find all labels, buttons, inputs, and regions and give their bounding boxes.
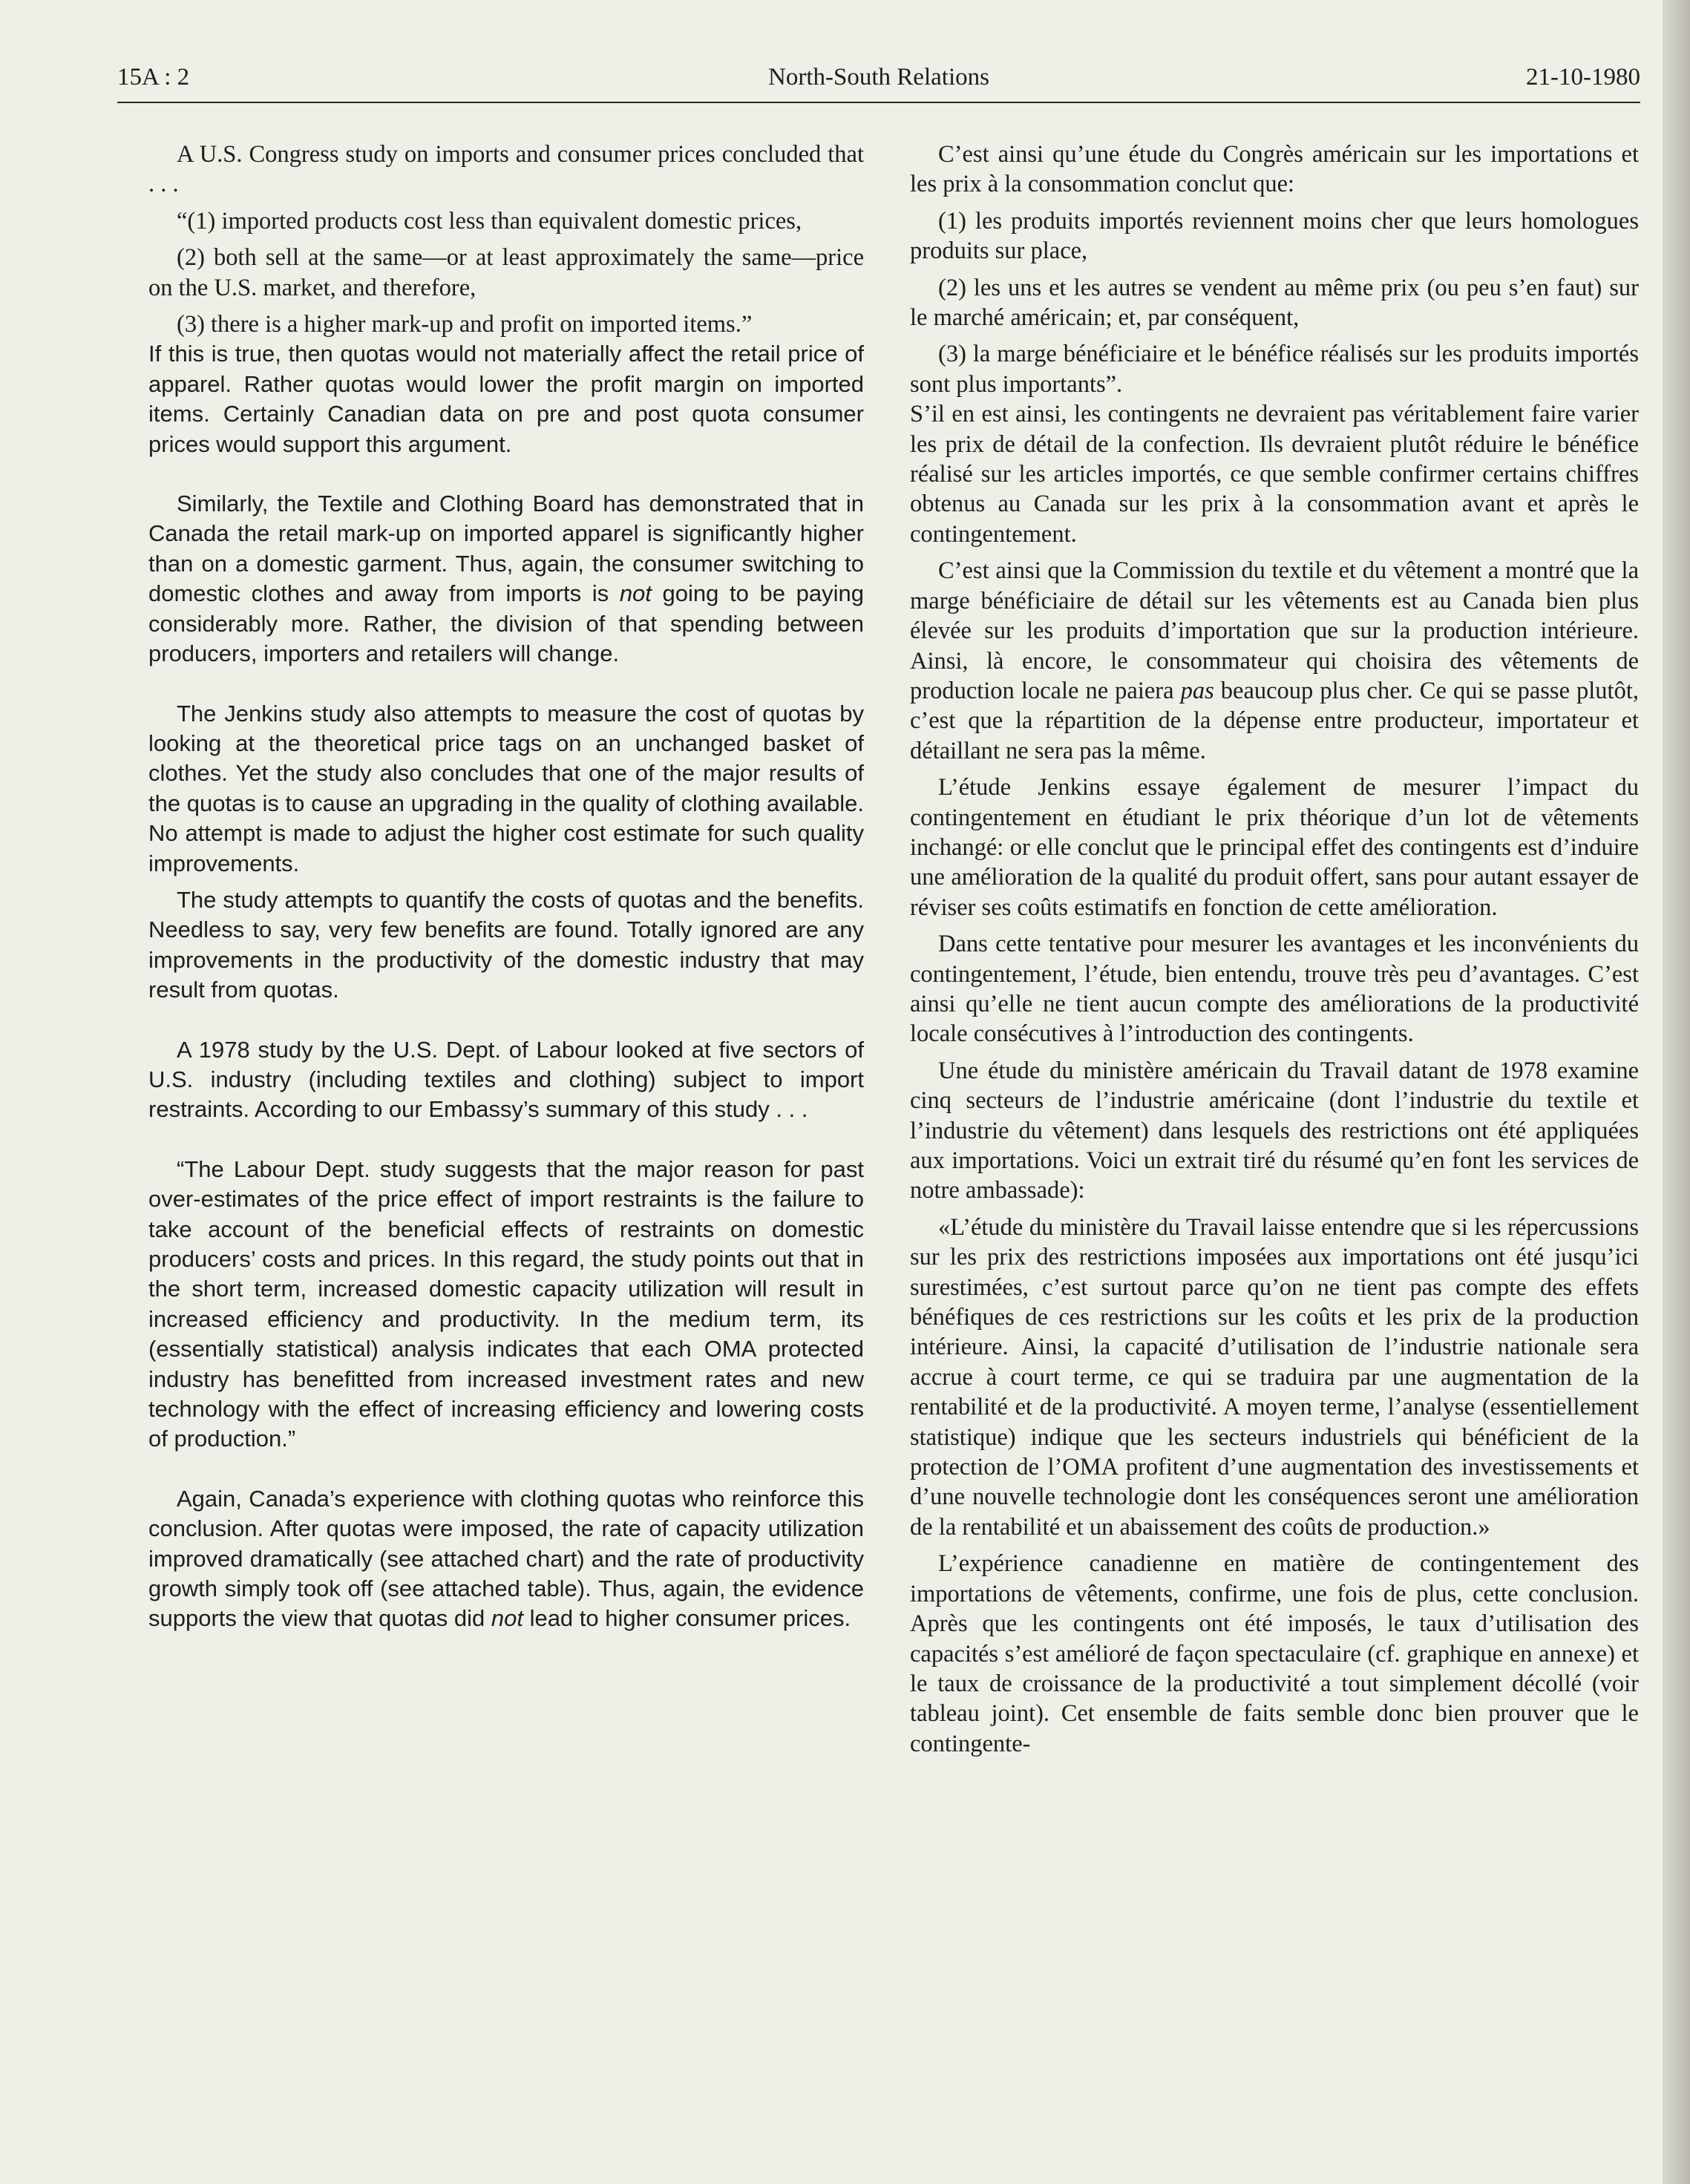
para-commission: [910, 556, 1639, 766]
header-rule: [117, 102, 1640, 103]
para-ministere: Une étude du ministère américain du Travail datant de 1978 examine cinq secteurs de l’industrie américaine (dont l’industrie du textile et l’industrie du vêtement) dans lesquels des restrictions ont été appliquées aux importations. Voici un extrait tiré du résumé qu’en font les services de notre ambassade):: [910, 1057, 1639, 1204]
para-similarly: [148, 489, 864, 669]
para-jenkins: The Jenkins study also attempts to measure the cost of quotas by looking at the theoretical price tags on an unchanged basket of clothes. Yet the study also concludes that one of the major results of the quotas is to cause an upgrading in the quality of clothing available. No attempt is made to adjust the higher cost estimate for such quality improvements.: [148, 700, 864, 876]
para-again-text-b: lead to higher consumer prices.: [523, 1605, 851, 1632]
para-similarly-text-b: going to be paying considerably more. Rather, the division of that spending between producers, importers and retailers will change.: [148, 580, 864, 667]
publication-title: North-South Relations: [768, 64, 989, 91]
para-labour-quote: “The Labour Dept. study suggests that the major reason for past over-estimates of the price effect of import restraints is the failure to take account of the beneficial effects of restraints on domestic producers’ costs and prices. In this regard, the study points out that in the short term, increased domestic capacity utilization will result in increased efficiency and productivity. In the medium term, its (essentially statistical) analysis indicates that each OMA protected industry has benefitted from increased investment rates and new technology with the effect of increasing efficiency and lowering costs of production.”: [148, 1155, 864, 1452]
para-similarly-text-a: Similarly, the Textile and Clothing Board has demonstrated that in Canada the retail mark-up on imported apparel is significantly higher than on a domestic garment. Thus, again, the consumer switching to domestic clothes and away from imports is: [148, 491, 864, 607]
french-column: [910, 140, 1639, 1759]
para-similarly-emphasis: not: [619, 580, 652, 607]
para-congress-item-3: (3) there is a higher mark-up and profit on imported items.”: [177, 311, 753, 338]
para-congress-item-1: “(1) imported products cost less than equivalent domestic prices,: [177, 207, 802, 235]
para-if-true: If this is true, then quotas would not materially affect the retail price of apparel. Rather quotas would lower the profit margin on imported items. Certainly Canadian data on pre and post quota consumer prices would support this argument.: [148, 341, 864, 457]
para-commission-emphasis: pas: [1180, 677, 1214, 704]
para-again-text-a: Again, Canada’s experience with clothing quotas who reinforce this conclusion. After quotas were imposed, the rate of capacity utilization improved dramatically (see attached chart) and the rate of productivity growth simply took off (see attached table). Thus, again, the evidence supports the view that quotas did: [148, 1485, 864, 1632]
page-number: 15A : 2: [117, 64, 190, 91]
para-tentative: Dans cette tentative pour mesurer les avantages et les inconvénients du contingentement, l’étude, bien entendu, trouve très peu d’avantages. C’est ainsi qu’elle ne tient aucun compte des améliorations de la productivité locale consécutives à l’introduction des contingents.: [910, 931, 1639, 1048]
para-congres-item-1: (1) les produits importés reviennent moins cher que leurs homologues produits sur place,: [910, 207, 1639, 265]
para-sil: S’il en est ainsi, les contingents ne devraient pas véritablement faire varier les prix de détail de la confection. Ils devraient plutôt réduire le bénéfice réalisé sur les articles importés, ce que semble confirmer certains chiffres obtenus au Canada sur les prix à la consommation avant et après le contingentement.: [910, 401, 1639, 548]
english-column: [148, 140, 864, 1634]
para-commission-text-a: C’est ainsi que la Commission du textile et du vêtement a montré que la marge bénéficiaire de détail sur les vêtements est au Canada bien plus élevée sur les produits d’importation que sur la production intérieure. Ainsi, là encore, le consommateur qui choisira des vêtements de production locale ne paiera: [910, 557, 1639, 704]
sitting-date: 21-10-1980: [1526, 64, 1640, 91]
page-edge-shadow: [1663, 0, 1690, 2184]
para-experience: L’expérience canadienne en matière de contingentement des importations de vêtements, confirme, une fois de plus, cette conclusion. Après que les contingents ont été imposés, le taux d’utilisation des capacités s’est amélioré de façon spectaculaire (cf. graphique en annexe) et le taux de croissance de la productivité a tout simplement décollé (voir tableau joint). Cet ensemble de faits semble donc bien prouver que le contingente-: [910, 1550, 1639, 1757]
para-jenkins-fr: L’étude Jenkins essaye également de mesurer l’impact du contingentement en étudiant le prix théorique d’un lot de vêtements inchangé: or elle conclut que le principal effet des contingents est d’induire une amélioration de la qualité du produit offert, sans pour autant essayer de réviser ses coûts estimatifs en fonction de cette amélioration.: [910, 774, 1639, 921]
para-again-emphasis: not: [491, 1605, 523, 1632]
para-commission-text-b: beaucoup plus cher. Ce qui se passe plutôt, c’est que la répartition de la dépense entre producteur, importateur et détaillant ne sera pas la même.: [910, 677, 1639, 764]
para-congres-item-2: (2) les uns et les autres se vendent au même prix (ou peu s’en faut) sur le marché américain; et, par conséquent,: [910, 274, 1639, 332]
para-ministere-quote: «L’étude du ministère du Travail laisse entendre que si les répercussions sur les prix des restrictions imposées aux importations ont été jusqu’ici surestimées, c’est surtout parce qu’on ne tient pas compte des effets bénéfiques de ces restrictions sur les coûts et les prix de la production intérieure. Ainsi, la capacité d’utilisation de l’industrie nationale sera accrue à court terme, ce qui se traduira par une augmentation de la rentabilité et de la productivité. A moyen terme, l’analyse (essentiellement statistique) indique que les secteurs industriels qui bénéficient de la protection de l’OMA profitent d’une augmentation des investissements et d’une nouvelle technologie dont les conséquences seront une amélioration de la rentabilité et un abaissement des coûts de production.»: [910, 1213, 1639, 1541]
para-congress-intro: A U.S. Congress study on imports and consumer prices concluded that . . .: [148, 141, 864, 198]
para-study-attempts: The study attempts to quantify the costs of quotas and the benefits. Needless to say, very few benefits are found. Totally ignored are any improvements in the productivity of the domestic industry that may result from quotas.: [148, 886, 864, 1003]
para-congres-intro: C’est ainsi qu’une étude du Congrès américain sur les importations et les prix à la consommation conclut que:: [910, 141, 1639, 198]
running-header: [117, 64, 1640, 101]
para-congress-item-2: (2) both sell at the same—or at least approximately the same—price on the U.S. market, and therefore,: [148, 244, 864, 301]
para-again: [148, 1484, 864, 1634]
para-congres-item-3: (3) la marge bénéficiaire et le bénéfice réalisés sur les produits importés sont plus importants”.: [910, 341, 1639, 398]
para-labour-1978: A 1978 study by the U.S. Dept. of Labour looked at five sectors of U.S. industry (including textiles and clothing) subject to import restraints. According to our Embassy’s summary of this study . . .: [148, 1036, 864, 1123]
